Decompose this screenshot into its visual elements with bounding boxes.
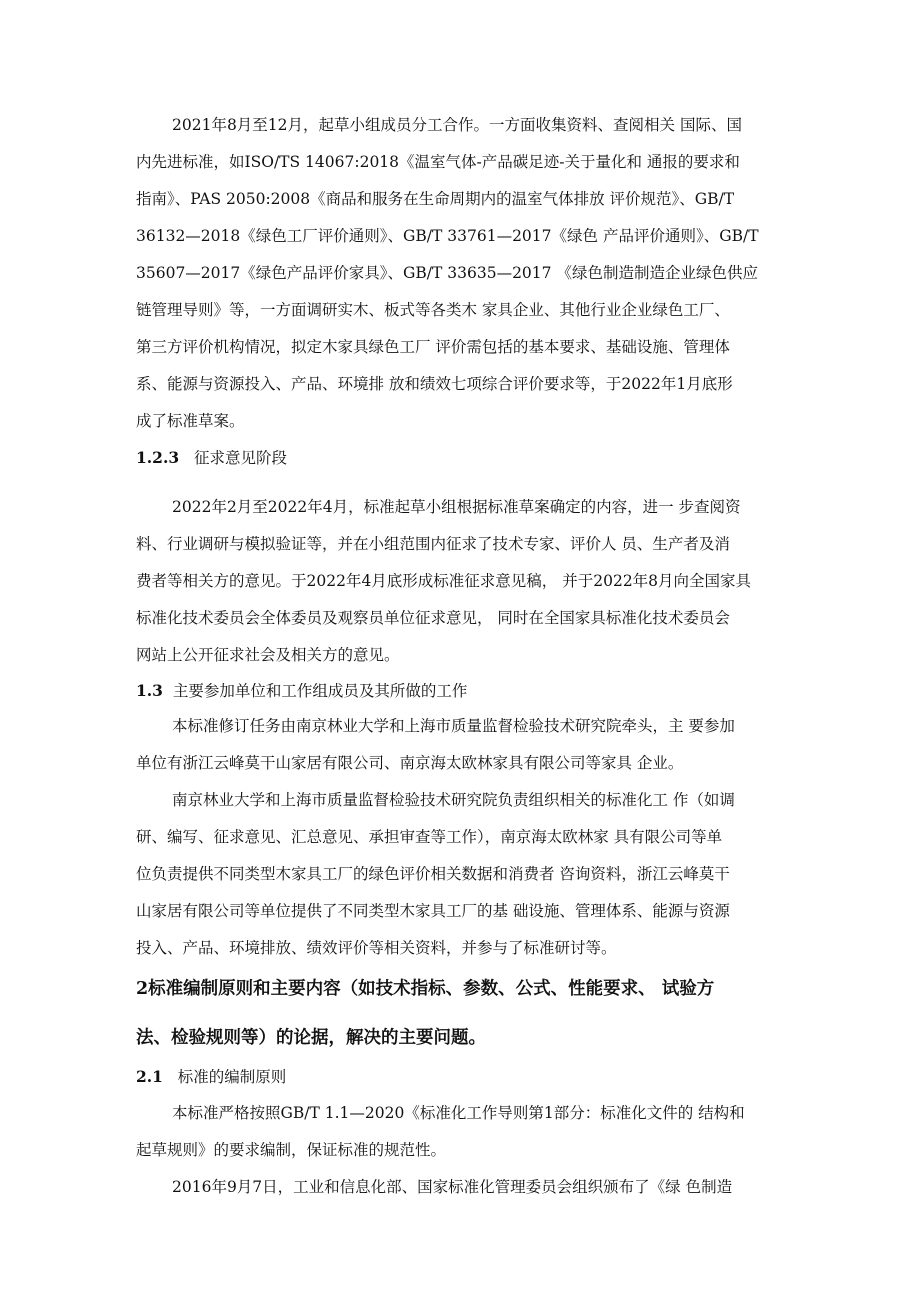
text-line: 南京林业大学和上海市质量监督检验技术研究院负责组织相关的标准化工 作（如调	[172, 791, 735, 809]
text-line: 指南》、PAS 2050:2008《商品和服务在生命周期内的温室气体排放 评价规范》、GB/T	[136, 190, 735, 208]
text-line: 第三方评价机构情况，拟定木家具绿色工厂 评价需包括的基本要求、基础设施、管理体	[136, 338, 730, 356]
section-number: 1.3	[136, 681, 163, 700]
text-line: 位负责提供不同类型木家具工厂的绿色评价相关数据和消费者 咨询资料，浙江云峰莫干	[136, 865, 730, 883]
text-line: 35607—2017《绿色产品评价家具》、GB/T 33635—2017 《绿色制造制造企业绿色供应	[136, 264, 758, 282]
section-title: 征求意见阶段	[193, 449, 287, 467]
text-line: 内先进标准，如ISO/TS 14067:2018《温室气体-产品碳足迹-关于量化和 通报的要求和	[136, 153, 740, 171]
text-line: 链管理导则》等，一方面调研实木、板式等各类木 家具企业、其他行业企业绿色工厂、	[136, 301, 730, 319]
text-line: 2016年9月7日，工业和信息化部、国家标准化管理委员会组织颁布了《绿 色制造	[172, 1178, 733, 1196]
section-title: 标准的编制原则	[177, 1068, 287, 1086]
heading-line: 法、检验规则等）的论据，解决的主要问题。	[136, 1028, 486, 1048]
text-line: 山家居有限公司等单位提供了不同类型木家具工厂的基 础设施、管理体系、能源与资源	[136, 902, 730, 920]
text-line: 研、编写、征求意见、汇总意见、承担审查等工作），南京海太欧林家 具有限公司等单	[136, 828, 723, 846]
section-number: 2.1	[136, 1067, 163, 1086]
section-heading-1-3	[136, 681, 467, 701]
text-line: 投入、产品、环境排放、绩效评价等相关资料，并参与了标准研讨等。	[136, 939, 617, 957]
text-line: 成了标准草案。	[136, 412, 245, 430]
text-line: 标准化技术委员会全体委员及观察员单位征求意见， 同时在全国家具标准化技术委员会	[136, 609, 730, 627]
text-line: 36132—2018《绿色工厂评价通则》、GB/T 33761—2017《绿色 产品评价通则》、GB/T	[136, 227, 759, 245]
text-line: 系、能源与资源投入、产品、环境排 放和绩效七项综合评价要求等，于2022年1月底形	[136, 375, 733, 393]
text-line: 费者等相关方的意见。于2022年4月底形成标准征求意见稿， 并于2022年8月向全国家具	[136, 572, 752, 590]
section-heading-1-2-3	[136, 448, 287, 468]
text-line: 本标准修订任务由南京林业大学和上海市质量监督检验技术研究院牵头，主 要参加	[172, 717, 735, 735]
text-line: 单位有浙江云峰莫干山家居有限公司、南京海太欧林家具有限公司等家具 企业。	[136, 754, 684, 772]
text-line: 2022年2月至2022年4月，标准起草小组根据标准草案确定的内容，进一 步查阅资	[172, 498, 741, 516]
text-line: 本标准严格按照GB/T 1.1—2020《标准化工作导则第1部分：标准化文件的 结构和	[172, 1104, 745, 1122]
text-line: 网站上公开征求社会及相关方的意见。	[136, 646, 400, 664]
text-line: 起草规则》的要求编制，保证标准的规范性。	[136, 1141, 447, 1159]
section-title: 主要参加单位和工作组成员及其所做的工作	[172, 682, 468, 700]
text-line: 料、行业调研与模拟验证等，并在小组范围内征求了技术专家、评价人 员、生产者及消	[136, 535, 730, 553]
heading-line: 2标准编制原则和主要内容（如技术指标、参数、公式、性能要求、 试验方	[136, 979, 715, 999]
text-line: 2021年8月至12月，起草小组成员分工合作。一方面收集资料、查阅相关 国际、国	[172, 116, 742, 134]
section-number: 1.2.3	[136, 448, 180, 467]
section-heading-2-1	[136, 1067, 286, 1087]
